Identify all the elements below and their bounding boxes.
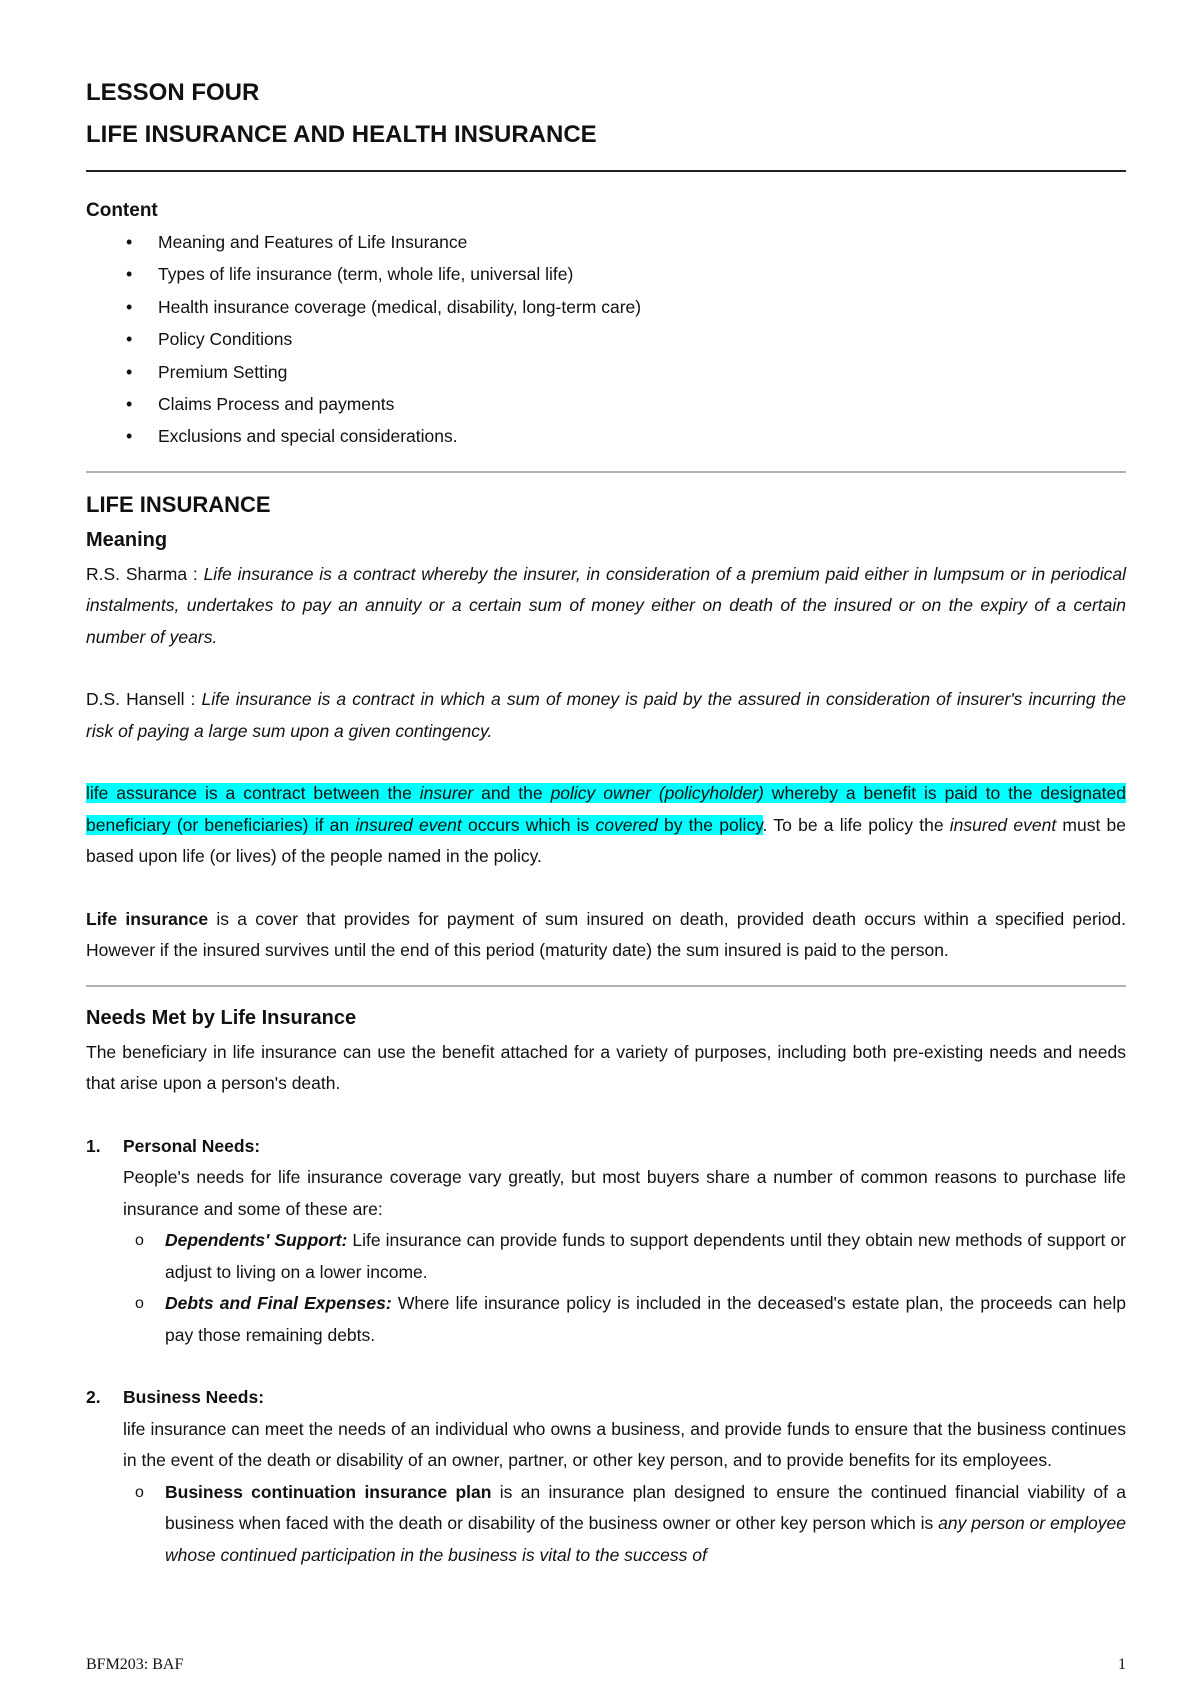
list-number: 1. [86,1135,101,1156]
sharma-author: R.S. Sharma : [86,563,204,584]
list-marker: o [135,1295,144,1313]
needs-item-personal [86,1131,1126,1383]
content-item: • Claims Process and payments [126,388,1126,420]
section-divider [86,985,1126,987]
needs-heading: Needs Met by Life Insurance [86,1006,357,1029]
hansell-definition [86,684,1126,747]
content-item: • Policy Conditions [126,323,1126,355]
list-number: 2. [86,1387,101,1408]
sub-item-dependents: o Dependents' Support: Life insurance can provide funds to support dependents until they obtain new methods of support or adjust to living on a lower income. [123,1225,1126,1288]
sub-item-debts: o Debts and Final Expenses: Where life insurance policy is included in the deceased's estate plan, the proceeds can help pay those remaining debts. [123,1288,1126,1351]
footer-course-code: BFM203: BAF [86,1656,184,1673]
highlighted-text: life assurance is a contract between the insurer and the policy owner (policyholder) whereby a benefit is paid to the designated beneficiary (or beneficiaries) if an insured event occurs which is covered by the policy [86,783,1127,835]
content-heading: Content [86,200,158,221]
content-item: • Meaning and Features of Life Insurance [126,226,1126,258]
document-page [86,72,1126,1571]
sharma-definition [86,559,1126,654]
needs-list [86,1131,1126,1572]
cover-definition: Life insurance is a cover that provides for payment of sum insured on death, provided death occurs within a specified period. However if the insured survives until the end of this period (maturity date) the sum insured is paid to the person. [86,908,1126,961]
needs-item-business [86,1382,1126,1571]
hansell-text: Life insurance is a contract in which a sum of money is paid by the assured in consideration of insurer's incurring the risk of paying a large sum upon a given contingency. [86,689,1126,741]
lesson-subtitle: LIFE INSURANCE AND HEALTH INSURANCE [86,121,597,148]
content-list [86,226,1126,453]
content-item: • Premium Setting [126,356,1126,388]
business-needs-title: Business Needs: [123,1387,265,1408]
assurance-definition: life assurance is a contract between the insurer and the policy owner (policyholder) whereby a benefit is paid to the designated beneficiary (or beneficiaries) if an insured event occurs which is covered by the policy. To be a life policy the insured event must be based upon life (or lives) of the people named in the policy. [86,783,1127,867]
personal-needs-title: Personal Needs: [123,1135,261,1156]
needs-intro: The beneficiary in life insurance can use the benefit attached for a variety of purposes, including both pre-existing needs and needs that arise upon a person's death. [86,1041,1126,1094]
list-marker: o [135,1483,144,1501]
section-divider [86,471,1126,473]
content-item: • Health insurance coverage (medical, disability, long-term care) [126,291,1126,323]
lesson-title: LESSON FOUR [86,79,260,106]
meaning-heading: Meaning [86,528,168,551]
sub-item-continuation: o Business continuation insurance plan is an insurance plan designed to ensure the continued financial viability of a business when faced with the death or disability of the business owner or other key person which is any person or employee whose continued participation in the business is vital to the success of [123,1477,1126,1572]
footer-page-number: 1 [1118,1656,1126,1673]
content-item: • Types of life insurance (term, whole life, universal life) [126,258,1126,290]
life-insurance-heading: LIFE INSURANCE [86,491,271,517]
business-needs-text: life insurance can meet the needs of an individual who owns a business, and provide funds to ensure that the business continues in the event of the death or disability of an owner, partner, or other key person, and to provide benefits for its employees. [123,1418,1126,1471]
business-sub-list [123,1477,1126,1572]
list-marker: o [135,1232,144,1250]
personal-sub-list [123,1225,1126,1351]
hansell-author: D.S. Hansell : [86,689,202,710]
content-item: • Exclusions and special considerations. [126,420,1126,452]
sharma-text: Life insurance is a contract whereby the insurer, in consideration of a premium paid either in lumpsum or in periodical instalments, undertakes to pay an annuity or a certain sum of money either on death of the insured or on the expiry of a certain number of years. [86,563,1126,647]
title-divider [86,170,1126,172]
personal-needs-text: People's needs for life insurance coverage vary greatly, but most buyers share a number of common reasons to purchase life insurance and some of these are: [123,1167,1126,1219]
